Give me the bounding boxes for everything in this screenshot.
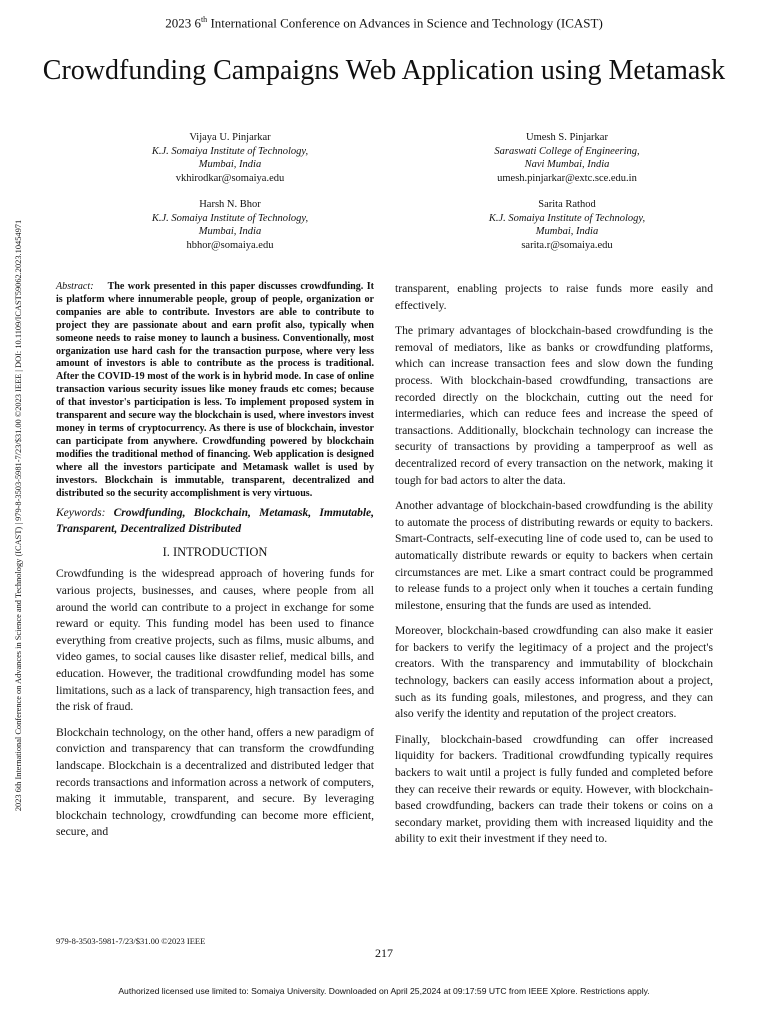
- author-block: [100, 131, 360, 185]
- conference-sup: th: [200, 15, 208, 24]
- conference-header: [0, 15, 768, 31]
- author-city: Mumbai, India: [198, 226, 262, 237]
- download-notice: Authorized licensed use limited to: Somaiya University. Downloaded on April 25,2024 at 09:17:59 UTC from IEEE Xplore. Restrictions apply.: [118, 986, 650, 996]
- keywords-label: Keywords:: [56, 507, 106, 520]
- author-email: sarita.r@somaiya.edu: [521, 239, 613, 251]
- left-column: [56, 281, 374, 850]
- section-heading: I. INTRODUCTION: [162, 545, 268, 560]
- body-paragraph: transparent, enabling projects to raise funds more easily and effectively.: [395, 282, 713, 312]
- conference-suffix: International Conference on Advances in Science and Technology (ICAST): [207, 15, 603, 31]
- paper-title: Crowdfunding Campaigns Web Application using Metamask: [42, 55, 726, 86]
- right-column: [395, 281, 713, 857]
- author-name: Sarita Rathod: [538, 199, 596, 210]
- author-city: Navi Mumbai, India: [524, 159, 610, 170]
- abstract-text: The work presented in this paper discusses crowdfunding. It is platform where innumerable people, group of people, organization or companies are able to contribute. Investors are able to contribute to project they are passionate about and earn profit also, typically when someone needs to raise money to launch a business. Conventionally, most organization use hard cash for the transaction purpose, where very less amount of investors is able to contribute as the process is traditional. After the COVID-19 most of the work is in hybrid mode. In case of online transaction various security issues like money frauds etc comes; because of that investor's participation is less. To implement proposed system in transparent and secure way the blockchain is used, where investors invest money in terms of cryptocurrency. As there is use of blockchain, investor can participate from anywhere. Crowdfunding powered by blockchain modifies the traditional method of financing. Web application is designed where all the investors participate and Metamask wallet is used by investors. Blockchain is immutable, transparent, decentralized and distributed so the security accomplishment is very virtuous.: [56, 281, 374, 499]
- author-block: [100, 198, 360, 252]
- body-paragraph: Blockchain technology, on the other hand, offers a new paradigm of conviction and transparency that can transform the crowdfunding landscape. Blockchain is a decentralized and distributed ledger that records transactions and information across a network of computers, making it immutable, transparent, and secure. By leveraging blockchain technology, crowdfunding can become more efficient, secure, and: [56, 725, 374, 839]
- author-block: [437, 131, 697, 185]
- author-name: Umesh S. Pinjarkar: [526, 132, 608, 143]
- body-paragraph: Finally, blockchain-based crowdfunding can offer increased liquidity for backers. Traditional crowdfunding typically requires backers to wait until a project is fully funded and completed before they can receive their rewards or equity. However, with blockchain-based crowdfunding, backers can trade their tokens or coins on a secondary market, providing them with increased liquidity and the ability to exit their investment if they need to.: [395, 732, 713, 846]
- page-number: 217: [375, 946, 393, 960]
- author-city: Mumbai, India: [198, 159, 262, 170]
- abstract: [56, 281, 374, 500]
- body-paragraph: Crowdfunding is the widespread approach of hovering funds for various projects, businesses, and causes, where people from all around the world can contribute to a project in exchange for some reward or equity. This funding model has been used to finance everything from creative projects, such as films, music albums, and video games, to social causes like disaster relief, medical bills, and education. However, the traditional crowdfunding model has some limitations, such as a lack of transparency, high transaction fees, and the risk of fraud.: [56, 567, 374, 714]
- author-name: Vijaya U. Pinjarkar: [189, 132, 271, 143]
- abstract-label: Abstract:: [56, 281, 94, 292]
- conference-prefix: 2023 6: [165, 15, 201, 31]
- author-email: umesh.pinjarkar@extc.sce.edu.in: [497, 172, 637, 184]
- body-paragraph: The primary advantages of blockchain-based crowdfunding is the removal of mediators, like as banks or crowdfunding platforms, which can increase transaction fees and slow down the funding process. With blockchain-based crowdfunding, transactions are recorded directly on the blockchain, cutting out the need for intermediaries, which can reduce fees and increase the speed of transactions. Additionally, blockchain technology can increase the security of transactions by providing a tamperproof as well as decentralized record of every transaction on the network, making it tough for bad actors to alter the data.: [395, 324, 713, 487]
- keywords: [56, 505, 374, 537]
- author-affiliation: Saraswati College of Engineering,: [494, 145, 640, 157]
- author-email: hbhor@somaiya.edu: [186, 239, 274, 251]
- author-affiliation: K.J. Somaiya Institute of Technology,: [488, 212, 646, 224]
- author-affiliation: K.J. Somaiya Institute of Technology,: [151, 145, 309, 157]
- keywords-text: Crowdfunding, Blockchain, Metamask, Immutable, Transparent, Decentralized Distributed: [56, 507, 374, 536]
- body-paragraph: Moreover, blockchain-based crowdfunding can also make it easier for backers to verify the legitimacy of a project and the project's creators. With the transparency and immutability of blockchain technology, backers can easily access information about a project, such as its funding goals, milestones, and progress, and they can also verify the identity and reputation of the project creators.: [395, 624, 713, 721]
- author-city: Mumbai, India: [535, 226, 599, 237]
- copyright-line: 979-8-3503-5981-7/23/$31.00 ©2023 IEEE: [56, 936, 206, 946]
- author-name: Harsh N. Bhor: [199, 199, 261, 210]
- body-paragraph: Another advantage of blockchain-based crowdfunding is the ability to automate the process of distributing rewards or equity to backers. Smart-Contracts, self-executing line of code used to, can be used to automatically distribute rewards or equity to backers when certain circumstances are met. Like a smart contract could be programmed to release funds to a project only when it touches a certain funding milestone, ensuring that the funds are used as intended.: [395, 499, 713, 612]
- author-email: vkhirodkar@somaiya.edu: [175, 172, 285, 184]
- author-affiliation: K.J. Somaiya Institute of Technology,: [151, 212, 309, 224]
- side-doi-notice: 2023 6th International Conference on Advances in Science and Technology (ICAST) | 979-8-3503-5981-7/23/$31.00 ©2023 IEEE | DOI: 10.1109/ICAST59062.2023.10454971: [14, 219, 23, 812]
- author-block: [437, 198, 697, 252]
